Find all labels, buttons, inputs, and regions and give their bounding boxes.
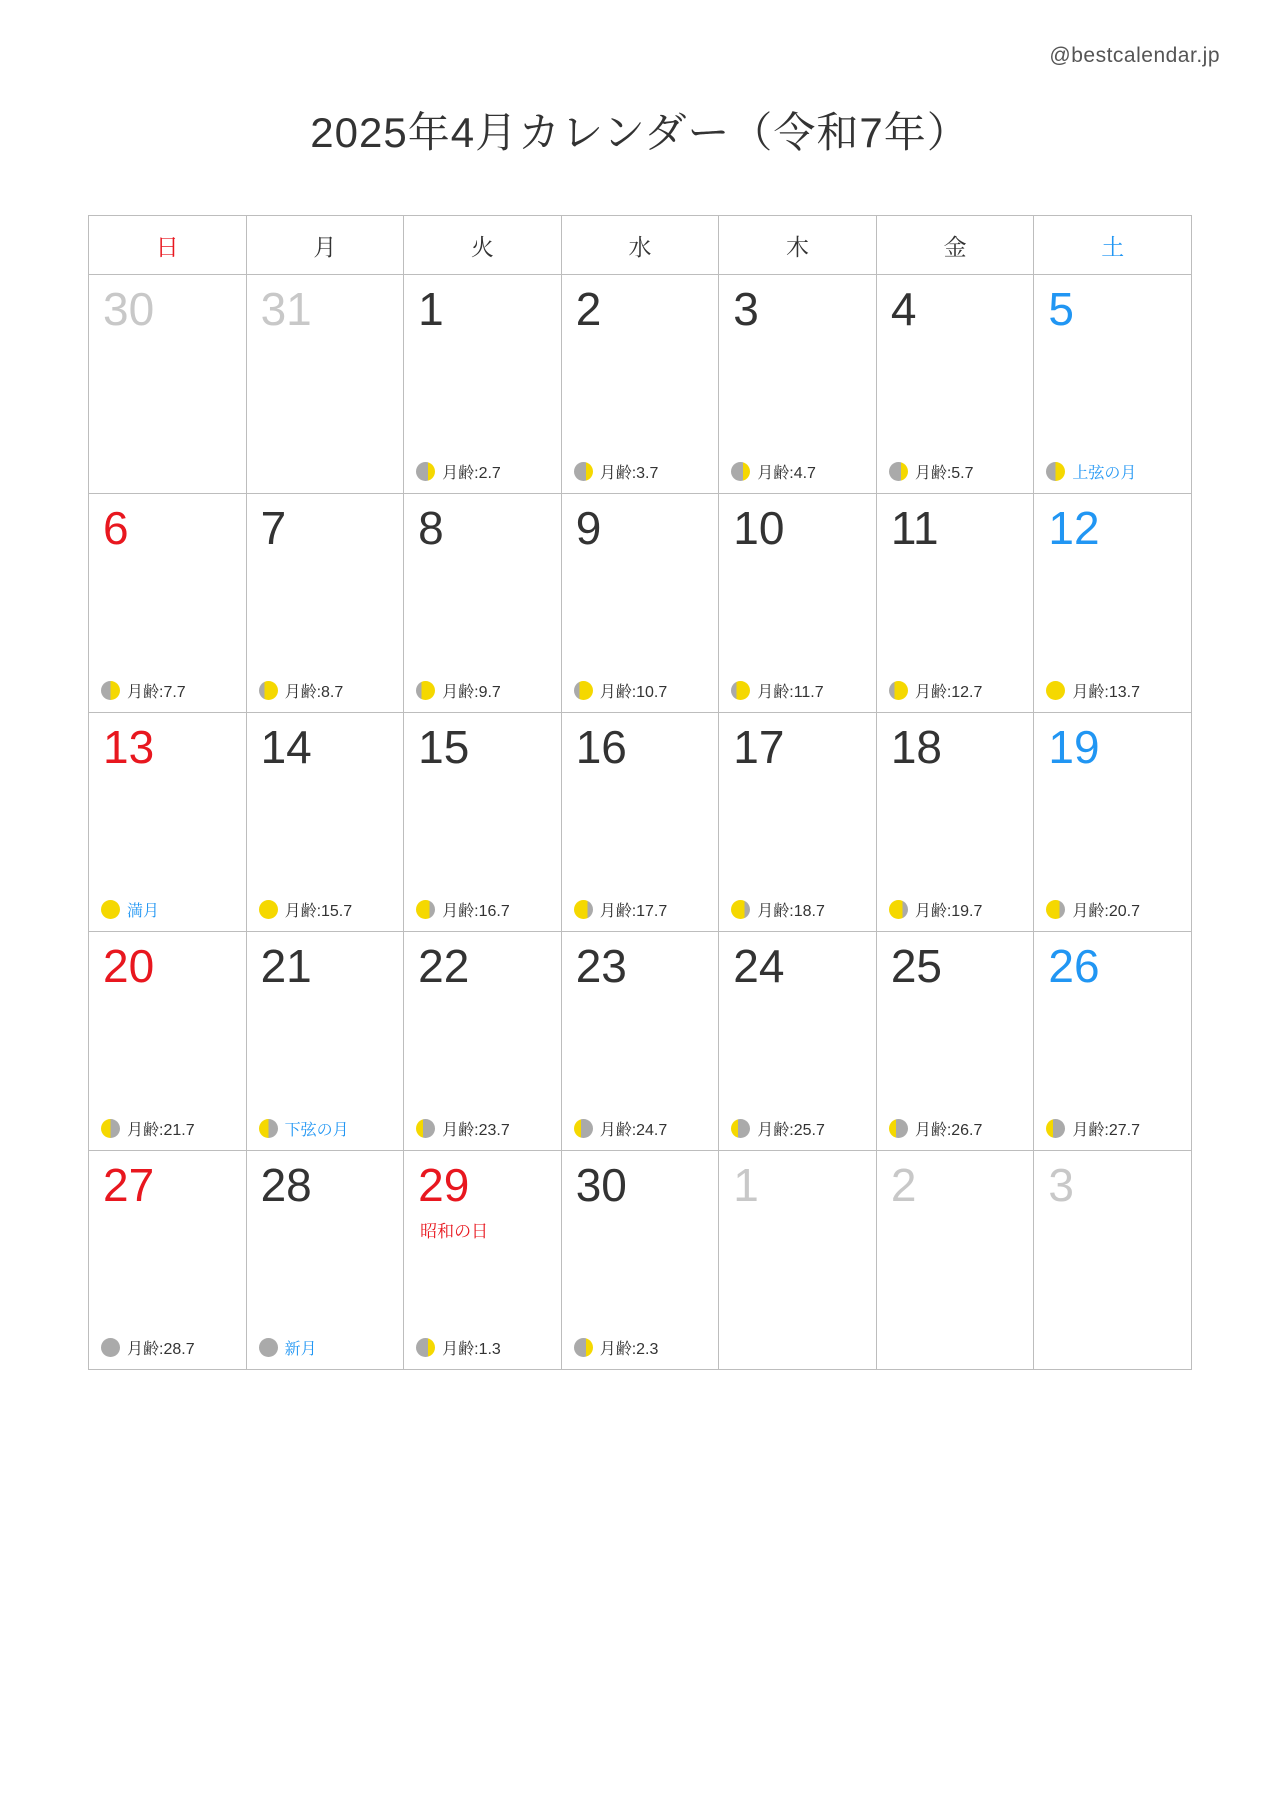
day-number: 3: [733, 283, 759, 335]
moon-phase-icon: [889, 900, 908, 919]
moon-age-label: 上弦の月: [1072, 465, 1137, 482]
moon-age-label: 月齢:12.7: [914, 684, 983, 701]
moon-age-label: 月齢:16.7: [442, 903, 510, 920]
day-number: 31: [260, 283, 312, 335]
moon-info: [416, 460, 553, 483]
moon-info: [101, 898, 238, 921]
moon-phase-icon: [1046, 900, 1065, 919]
day-number: 22: [418, 940, 470, 992]
day-number: 2: [890, 1159, 917, 1211]
moon-phase-icon: [101, 900, 120, 919]
moon-phase-icon: [259, 900, 278, 919]
weekday-header-2: 火: [404, 216, 562, 275]
calendar-day-cell[interactable]: [404, 1151, 562, 1370]
calendar-day-cell[interactable]: [1034, 1151, 1192, 1370]
calendar-day-cell[interactable]: [719, 275, 877, 494]
moon-age-label: 新月: [284, 1341, 317, 1358]
calendar-day-cell[interactable]: [246, 713, 404, 932]
calendar-day-cell[interactable]: [876, 932, 1034, 1151]
calendar-day-cell[interactable]: [719, 713, 877, 932]
moon-age-label: 月齢:13.7: [1072, 684, 1140, 701]
calendar-day-cell[interactable]: [246, 1151, 404, 1370]
moon-phase-icon: [574, 1119, 593, 1138]
moon-phase-icon: [259, 1338, 278, 1357]
day-number: 11: [890, 502, 939, 554]
moon-age-label: 月齢:2.7: [442, 465, 501, 482]
day-number: 25: [890, 940, 942, 992]
moon-age-label: 月齢:15.7: [284, 903, 353, 920]
moon-phase-icon: [1046, 462, 1065, 481]
moon-age-label: 月齢:7.7: [127, 684, 186, 701]
day-number: 29: [418, 1159, 470, 1211]
moon-age-label: 月齢:4.7: [757, 465, 816, 482]
moon-info: [574, 1336, 711, 1359]
moon-phase-icon: [416, 1338, 435, 1357]
moon-info: [259, 898, 396, 921]
calendar-day-cell[interactable]: [404, 275, 562, 494]
day-number: 4: [890, 283, 917, 335]
calendar-day-cell[interactable]: [561, 494, 719, 713]
moon-info: [731, 898, 868, 921]
day-number: 8: [418, 502, 444, 554]
moon-info: [731, 1117, 868, 1140]
calendar-day-cell[interactable]: [404, 494, 562, 713]
calendar-day-cell[interactable]: [404, 932, 562, 1151]
moon-info: [1046, 898, 1183, 921]
day-number: 15: [418, 721, 470, 773]
moon-phase-icon: [731, 681, 750, 700]
calendar-day-cell[interactable]: [246, 932, 404, 1151]
calendar-day-cell[interactable]: [89, 713, 247, 932]
moon-age-label: 月齢:24.7: [599, 1122, 668, 1139]
moon-phase-icon: [416, 681, 435, 700]
calendar-day-cell[interactable]: [246, 275, 404, 494]
calendar-day-cell[interactable]: [876, 713, 1034, 932]
calendar-day-cell[interactable]: [89, 494, 247, 713]
moon-phase-icon: [416, 462, 435, 481]
moon-age-label: 月齢:23.7: [442, 1122, 510, 1139]
moon-age-label: 月齢:28.7: [127, 1341, 195, 1358]
day-number: 9: [575, 502, 602, 554]
calendar-week-row: [89, 932, 1192, 1151]
moon-phase-icon: [416, 1119, 435, 1138]
moon-age-label: 月齢:8.7: [284, 684, 344, 701]
moon-info: [416, 1336, 553, 1359]
moon-age-label: 月齢:17.7: [599, 903, 668, 920]
day-number: 17: [733, 721, 785, 773]
moon-phase-icon: [889, 1119, 908, 1138]
day-number: 2: [575, 283, 602, 335]
calendar-week-row: [89, 1151, 1192, 1370]
day-number: 10: [733, 502, 785, 554]
moon-info: [731, 460, 868, 483]
calendar-day-cell[interactable]: [719, 1151, 877, 1370]
calendar-day-cell[interactable]: [876, 1151, 1034, 1370]
day-number: 7: [260, 502, 287, 554]
moon-info: [101, 1336, 238, 1359]
day-number: 12: [1048, 502, 1100, 554]
day-number: 27: [103, 1159, 155, 1211]
moon-phase-icon: [416, 900, 435, 919]
day-number: 16: [575, 721, 627, 773]
moon-info: [574, 460, 711, 483]
moon-age-label: 月齢:21.7: [127, 1122, 195, 1139]
day-number: 24: [733, 940, 785, 992]
moon-info: [101, 1117, 238, 1140]
site-watermark: @bestcalendar.jp: [1049, 44, 1220, 67]
moon-phase-icon: [731, 900, 750, 919]
calendar-day-cell[interactable]: [561, 1151, 719, 1370]
calendar-day-cell[interactable]: [89, 275, 247, 494]
calendar-day-cell[interactable]: [876, 275, 1034, 494]
moon-phase-icon: [889, 681, 908, 700]
day-number: 30: [575, 1159, 627, 1211]
moon-age-label: 月齢:26.7: [914, 1122, 983, 1139]
day-number: 6: [103, 502, 129, 554]
moon-phase-icon: [1046, 681, 1065, 700]
moon-info: [259, 1117, 396, 1140]
moon-age-label: 月齢:3.7: [599, 465, 659, 482]
calendar-day-cell[interactable]: [89, 932, 247, 1151]
day-number: 1: [733, 1159, 759, 1211]
day-number: 28: [260, 1159, 312, 1211]
moon-phase-icon: [574, 900, 593, 919]
day-number: 14: [260, 721, 312, 773]
moon-age-label: 月齢:1.3: [442, 1341, 501, 1358]
weekday-header-4: 木: [719, 216, 877, 275]
moon-phase-icon: [101, 681, 120, 700]
calendar-day-cell[interactable]: [89, 1151, 247, 1370]
moon-age-label: 月齢:2.3: [599, 1341, 659, 1358]
moon-age-label: 下弦の月: [284, 1122, 349, 1139]
moon-age-label: 月齢:10.7: [599, 684, 668, 701]
calendar-week-row: [89, 275, 1192, 494]
moon-info: [574, 898, 711, 921]
moon-phase-icon: [574, 681, 593, 700]
moon-info: [889, 898, 1026, 921]
moon-info: [1046, 460, 1183, 483]
calendar-day-cell[interactable]: [1034, 713, 1192, 932]
moon-age-label: 月齢:25.7: [757, 1122, 825, 1139]
day-number: 5: [1048, 283, 1074, 335]
moon-phase-icon: [259, 681, 278, 700]
calendar-day-cell[interactable]: [1034, 494, 1192, 713]
moon-age-label: 月齢:11.7: [757, 684, 824, 701]
moon-phase-icon: [889, 462, 908, 481]
day-number: 20: [103, 940, 155, 992]
day-number: 21: [260, 940, 312, 992]
calendar-day-cell[interactable]: [561, 713, 719, 932]
moon-phase-icon: [1046, 1119, 1065, 1138]
day-number: 13: [103, 721, 155, 773]
calendar-day-cell[interactable]: [404, 713, 562, 932]
calendar-day-cell[interactable]: [561, 275, 719, 494]
moon-info: [416, 679, 553, 702]
moon-info: [574, 679, 711, 702]
day-number: 30: [103, 283, 155, 335]
moon-phase-icon: [731, 462, 750, 481]
moon-info: [259, 679, 396, 702]
weekday-header-row: [89, 216, 1192, 275]
day-number: 19: [1048, 721, 1100, 773]
calendar-day-cell[interactable]: [1034, 275, 1192, 494]
moon-info: [574, 1117, 711, 1140]
moon-phase-icon: [574, 462, 593, 481]
calendar-day-cell[interactable]: [876, 494, 1034, 713]
calendar-day-cell[interactable]: [246, 494, 404, 713]
moon-info: [259, 1336, 396, 1359]
calendar-day-cell[interactable]: [561, 932, 719, 1151]
moon-age-label: 月齢:20.7: [1072, 903, 1140, 920]
moon-info: [416, 1117, 553, 1140]
moon-phase-icon: [101, 1119, 120, 1138]
moon-info: [1046, 1117, 1183, 1140]
moon-phase-icon: [574, 1338, 593, 1357]
day-number: 3: [1048, 1159, 1074, 1211]
moon-phase-icon: [731, 1119, 750, 1138]
page-title: 2025年4月カレンダー（令和7年）: [310, 109, 970, 156]
moon-info: [889, 1117, 1026, 1140]
moon-info: [889, 460, 1026, 483]
moon-info: [1046, 679, 1183, 702]
calendar-day-cell[interactable]: [719, 494, 877, 713]
moon-age-label: 月齢:19.7: [914, 903, 983, 920]
calendar-day-cell[interactable]: [719, 932, 877, 1151]
moon-age-label: 月齢:9.7: [442, 684, 501, 701]
calendar-week-row: [89, 713, 1192, 932]
weekday-header-6: 土: [1034, 216, 1192, 275]
day-number: 18: [890, 721, 942, 773]
calendar-day-cell[interactable]: [1034, 932, 1192, 1151]
moon-info: [101, 679, 238, 702]
calendar-body: [89, 275, 1192, 1370]
moon-age-label: 月齢:18.7: [757, 903, 825, 920]
moon-phase-icon: [101, 1338, 120, 1357]
day-number: 1: [418, 283, 444, 335]
moon-age-label: 月齢:27.7: [1072, 1122, 1140, 1139]
calendar-table: [88, 215, 1192, 1370]
moon-age-label: 月齢:5.7: [914, 465, 974, 482]
weekday-header-1: 月: [246, 216, 404, 275]
moon-phase-icon: [259, 1119, 278, 1138]
weekday-header-3: 水: [561, 216, 719, 275]
day-number: 23: [575, 940, 627, 992]
moon-info: [731, 679, 868, 702]
moon-info: [416, 898, 553, 921]
moon-info: [889, 679, 1026, 702]
weekday-header-0: 日: [89, 216, 247, 275]
calendar-week-row: [89, 494, 1192, 713]
day-number: 26: [1048, 940, 1100, 992]
moon-age-label: 満月: [127, 903, 160, 920]
weekday-header-5: 金: [876, 216, 1034, 275]
holiday-label: 昭和の日: [420, 1222, 489, 1241]
